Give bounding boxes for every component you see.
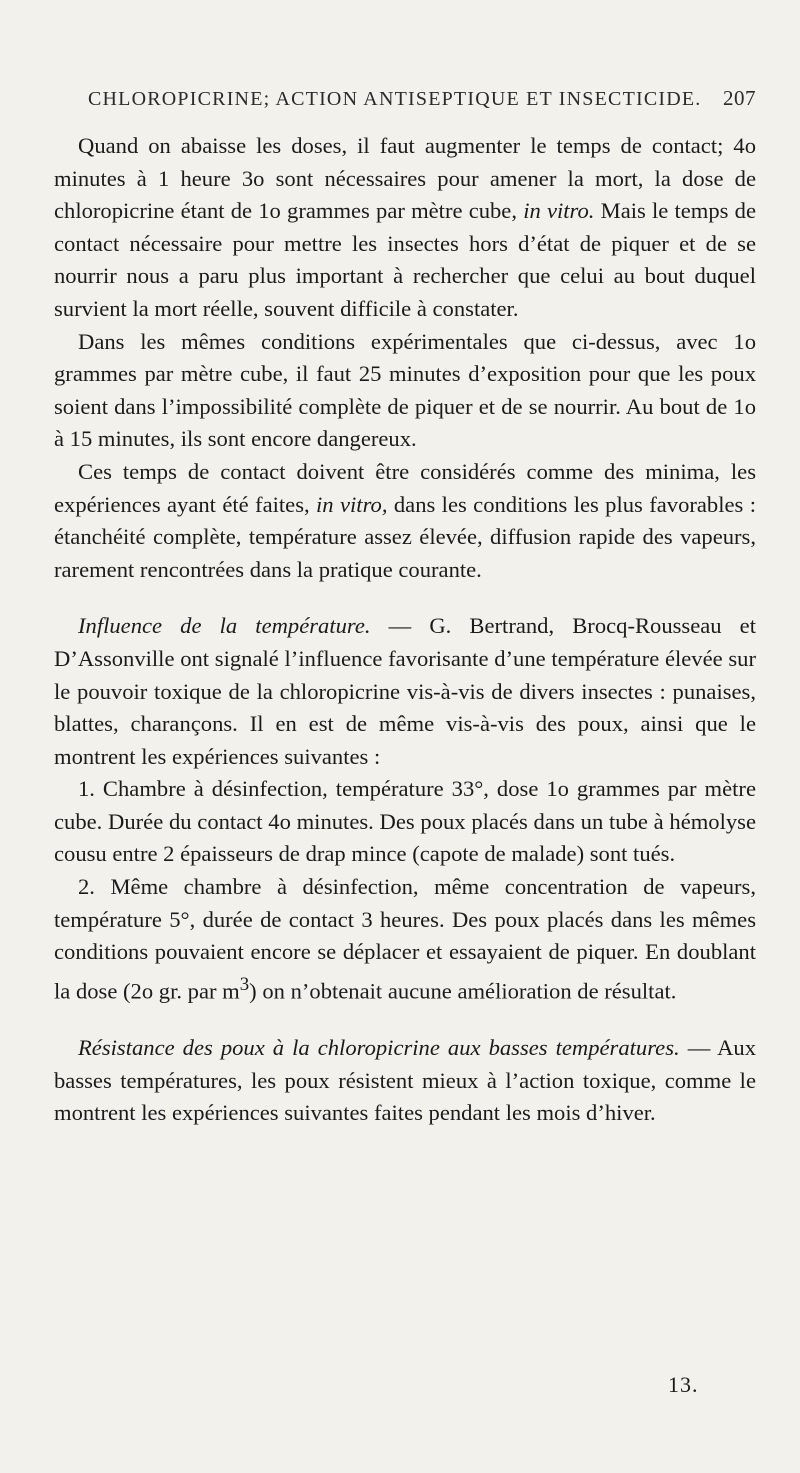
paragraph-1-text-a: Quand on abaisse les doses, il faut augmenter le temps de contact; 4o minutes à 1 heure 3o sont nécessaires pour amener la mort, la dose de chloropicrine étant de 1o grammes par mètre cube, [54, 133, 756, 224]
paragraph-1-text-b: Mais le temps de contact nécessaire pour mettre les insectes hors d’état de piquer et de se nourrir nous a paru plus important à rechercher que celui au bout duquel survient la mort réelle, souvent difficile à constater. [54, 198, 756, 321]
paragraph-3-text-b: dans les conditions les plus favorables : étanchéité complète, température assez élevée, diffusion rapide des vapeurs, rarement rencontrées dans la pratique courante. [54, 491, 756, 582]
paragraph-6-text-b: ) on n’obtenait aucune amélioration de résultat. [249, 978, 677, 1004]
running-header [88, 86, 756, 111]
paragraph-7-text: — Aux basses températures, les poux résistent mieux à l’action toxique, comme le montrent les expériences suivantes faites pendant les mois d’hiver. [54, 1034, 756, 1126]
paragraph-6 [54, 871, 756, 1008]
paragraph-1 [54, 130, 756, 326]
main-text [54, 130, 756, 1130]
running-title: CHLOROPICRINE; ACTION ANTISEPTIQUE ET INSECTICIDE. [88, 88, 702, 110]
paragraph-6-text-a: 2. Même chambre à désinfection, même concentration de vapeurs, température 5°, durée de contact 3 heures. Des poux placés dans les mêmes conditions pouvaient encore se déplacer et essayaient de piquer. En doublant la dose (2o gr. par m [54, 874, 756, 1004]
superscript-3: 3 [239, 973, 250, 995]
paragraph-3-text-a: Ces temps de contact doivent être considérés comme des minima, les expériences ayant été faites, [54, 458, 756, 517]
paragraph-7 [54, 1032, 756, 1130]
paragraph-4-text: — G. Bertrand, Brocq-Rousseau et D’Assonville ont signalé l’influence favorisante d’une température élevée sur le pouvoir toxique de la chloropicrine vis-à-vis de divers insectes : punaises, blattes, charançons. Il en est de même vis-à-vis des poux, ainsi que le montrent les expériences suivantes : [54, 613, 756, 769]
section-heading-temperature: Influence de la température. [78, 613, 371, 639]
page-number: 207 [723, 86, 756, 110]
paragraph-5: 1. Chambre à désinfection, température 33°, dose 1o grammes par mètre cube. Durée du contact 4o minutes. Des poux placés dans un tube à hémolyse cousu entre 2 épaisseurs de drap mince (capote de malade) sont tués. [54, 776, 756, 867]
paragraph-4 [54, 610, 756, 773]
paragraph-3 [54, 456, 756, 586]
section-heading-low-temperatures: Résistance des poux à la chloropicrine aux basses températures. [78, 1034, 680, 1060]
paragraph-3-italic: in vitro, [316, 491, 388, 517]
paragraph-1-italic: in vitro. [523, 198, 595, 224]
signature-mark: 13. [668, 1372, 699, 1397]
paragraph-2: Dans les mêmes conditions expérimentales que ci-dessus, avec 1o grammes par mètre cube, il faut 25 minutes d’exposition pour que les poux soient dans l’impossibilité complète de piquer et de se nourrir. Au bout de 1o à 15 minutes, ils sont encore dangereux. [54, 328, 756, 452]
